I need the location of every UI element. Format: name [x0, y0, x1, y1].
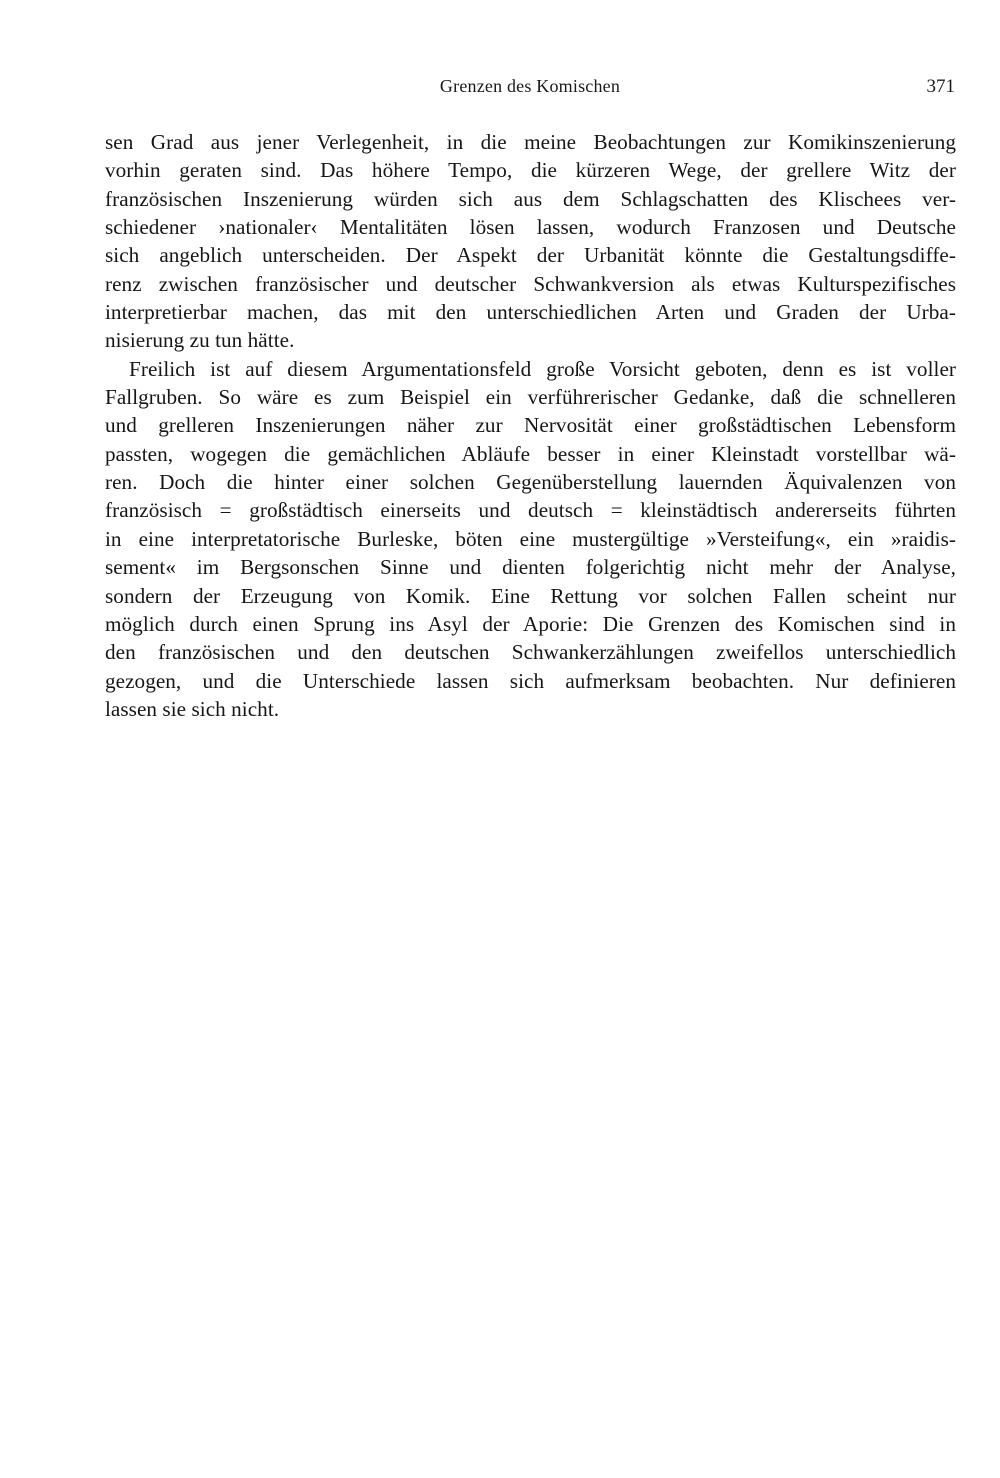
- text-line: französischen Inszenierung würden sich aus dem Schlagschatten des Klischees ver-: [105, 186, 956, 211]
- running-title: Grenzen des Komischen: [439, 76, 621, 96]
- body-text: [105, 128, 956, 723]
- text-line: interpretierbar machen, das mit den unterschiedlichen Arten und Graden der Urba-: [105, 300, 956, 325]
- text-line: sen Grad aus jener Verlegenheit, in die meine Beobachtungen zur Komikinszenierung: [105, 130, 956, 154]
- page-number: 371: [926, 76, 955, 97]
- text-line: ren. Doch die hinter einer solchen Gegenüberstellung lauernden Äquivalenzen von: [105, 470, 956, 495]
- paragraph-2: [105, 355, 956, 723]
- text-line: in eine interpretatorische Burleske, böten eine mustergültige »Versteifung«, ein »raidis-: [105, 526, 956, 551]
- text-line: passten, wogegen die gemächlichen Abläufe besser in einer Kleinstadt vorstellbar wä-: [105, 441, 956, 466]
- text-line: französisch = großstädtisch einerseits und deutsch = kleinstädtisch andererseits führten: [105, 498, 956, 523]
- text-line: sement« im Bergsonschen Sinne und dienten folgerichtig nicht mehr der Analyse,: [105, 555, 956, 580]
- text-line: den französischen und den deutschen Schwankerzählungen zweifellos unterschiedlich: [105, 640, 956, 665]
- text-line: Freilich ist auf diesem Argumentationsfeld große Vorsicht geboten, denn es ist voller: [129, 356, 956, 381]
- text-line: gezogen, und die Unterschiede lassen sich aufmerksam beobachten. Nur definieren: [105, 668, 956, 693]
- text-line: sich angeblich unterscheiden. Der Aspekt der Urbanität könnte die Gestaltungsdiffe-: [105, 243, 956, 268]
- text-line: und grelleren Inszenierungen näher zur Nervosität einer großstädtischen Lebensform: [105, 413, 956, 438]
- text-line: Fallgruben. So wäre es zum Beispiel ein verführerischer Gedanke, daß die schnelleren: [105, 385, 956, 410]
- text-line: schiedener ›nationaler‹ Mentalitäten lösen lassen, wodurch Franzosen und Deutsche: [105, 215, 956, 240]
- text-line: nisierung zu tun hätte.: [105, 328, 295, 353]
- text-line: vorhin geraten sind. Das höhere Tempo, die kürzeren Wege, der grellere Witz der: [105, 158, 956, 183]
- running-head: [105, 76, 955, 102]
- text-line: lassen sie sich nicht.: [105, 696, 280, 721]
- paragraph-1: [105, 128, 956, 355]
- text-line: sondern der Erzeugung von Komik. Eine Rettung vor solchen Fallen scheint nur: [105, 583, 956, 608]
- text-line: möglich durch einen Sprung ins Asyl der Aporie: Die Grenzen des Komischen sind in: [105, 611, 956, 636]
- text-line: renz zwischen französischer und deutscher Schwankversion als etwas Kulturspezifisches: [105, 271, 956, 296]
